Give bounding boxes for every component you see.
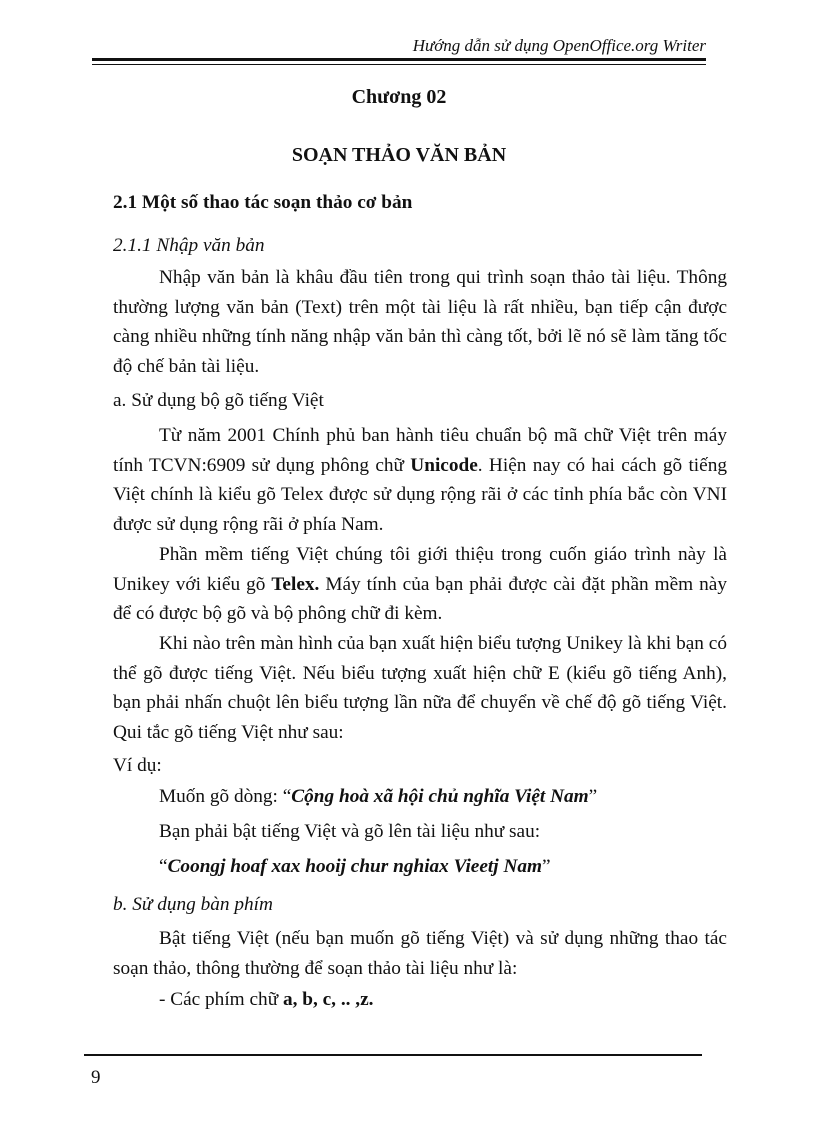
page-number: 9 (91, 1067, 101, 1088)
section-heading: 2.1 Một số thao tác soạn thảo cơ bản (113, 192, 413, 213)
chapter-title: SOẠN THẢO VĂN BẢN (291, 144, 507, 166)
example-label: Ví dụ: (113, 755, 162, 776)
p1-bold: Unicode (410, 454, 478, 476)
paragraph-intro: Nhập văn bản là khâu đầu tiên trong qui trình soạn thảo tài liệu. Thông thường lượng văn bản (Text) trên một tài liệu là rất nhiều, bạn tiếp cận được càng nhiều những tính năng nhập văn bản thì càng tốt, bởi lẽ nó sẽ làm tăng tốc độ chế bản tài liệu. (113, 267, 727, 377)
header-rule-thin (92, 64, 706, 65)
p5-text: - Các phím chữ (159, 989, 283, 1010)
p2-bold: Telex. (271, 573, 320, 595)
p1-text-after: . Hiện nay có hai cách gõ tiếng Việt chính là kiểu gõ Telex được sử dụng rộng rãi ở các tỉnh phía bắc còn VNI được sử dụng rộng rãi ở phía Nam. (113, 454, 727, 535)
p2-text: Phần mềm tiếng Việt chúng tôi giới thiệu trong cuốn giáo trình này là Unikey với kiểu gõ (113, 544, 727, 595)
example-line-2: Bạn phải bật tiếng Việt và gõ lên tài liệu như sau: (159, 821, 541, 842)
ex1-text-after: ” (588, 786, 598, 807)
example-line-3 (159, 856, 551, 878)
list-item-letters (159, 989, 373, 1011)
p1-text: Từ năm 2001 Chính phủ ban hành tiêu chuẩn bộ mã chữ Việt trên máy tính TCVN:6909 sử dụng phông chữ (113, 425, 727, 476)
paragraph-keyboard: Bật tiếng Việt (nếu bạn muốn gõ tiếng Việt) và sử dụng những thao tác soạn thảo, thông thường để soạn thảo tài liệu như là: (113, 928, 727, 979)
p5-bold: a, b, c, .. ,z. (282, 989, 374, 1010)
example-line-1 (159, 786, 597, 808)
ex3-text-after: ” (542, 856, 551, 877)
footer-rule (84, 1054, 702, 1056)
running-header: Hướng dẫn sử dụng OpenOffice.org Writer (412, 36, 706, 55)
heading-b: b. Sử dụng bàn phím (113, 894, 273, 915)
paragraph-unikey (113, 540, 727, 629)
ex3-bold-italic: Coongj hoaf xax hooij chur nghiax Vieetj Nam (167, 856, 543, 877)
paragraph-unicode (113, 421, 727, 539)
chapter-label: Chương 02 (351, 86, 447, 108)
paragraph-icon: Khi nào trên màn hình của bạn xuất hiện biểu tượng Unikey là khi bạn có thể gõ được tiếng Việt. Nếu biểu tượng xuất hiện chữ E (kiểu gõ tiếng Anh), bạn phải nhấn chuột lên biểu tượng lần nữa để chuyển về chế độ gõ tiếng Việt. Qui tắc gõ tiếng Việt như sau: (113, 633, 727, 743)
ex1-text: Muốn gõ dòng: “ (159, 786, 292, 807)
header-rule (92, 58, 706, 61)
p2-text-after: Máy tính của bạn phải được cài đặt phần mềm này để có được bộ gõ và bộ phông chữ đi kèm. (113, 573, 727, 624)
ex1-bold-italic: Cộng hoà xã hội chủ nghĩa Việt Nam (291, 786, 589, 807)
heading-a: a. Sử dụng bộ gõ tiếng Việt (113, 390, 324, 411)
subsection-heading: 2.1.1 Nhập văn bản (113, 235, 265, 256)
ex3-text: “ (159, 856, 168, 877)
